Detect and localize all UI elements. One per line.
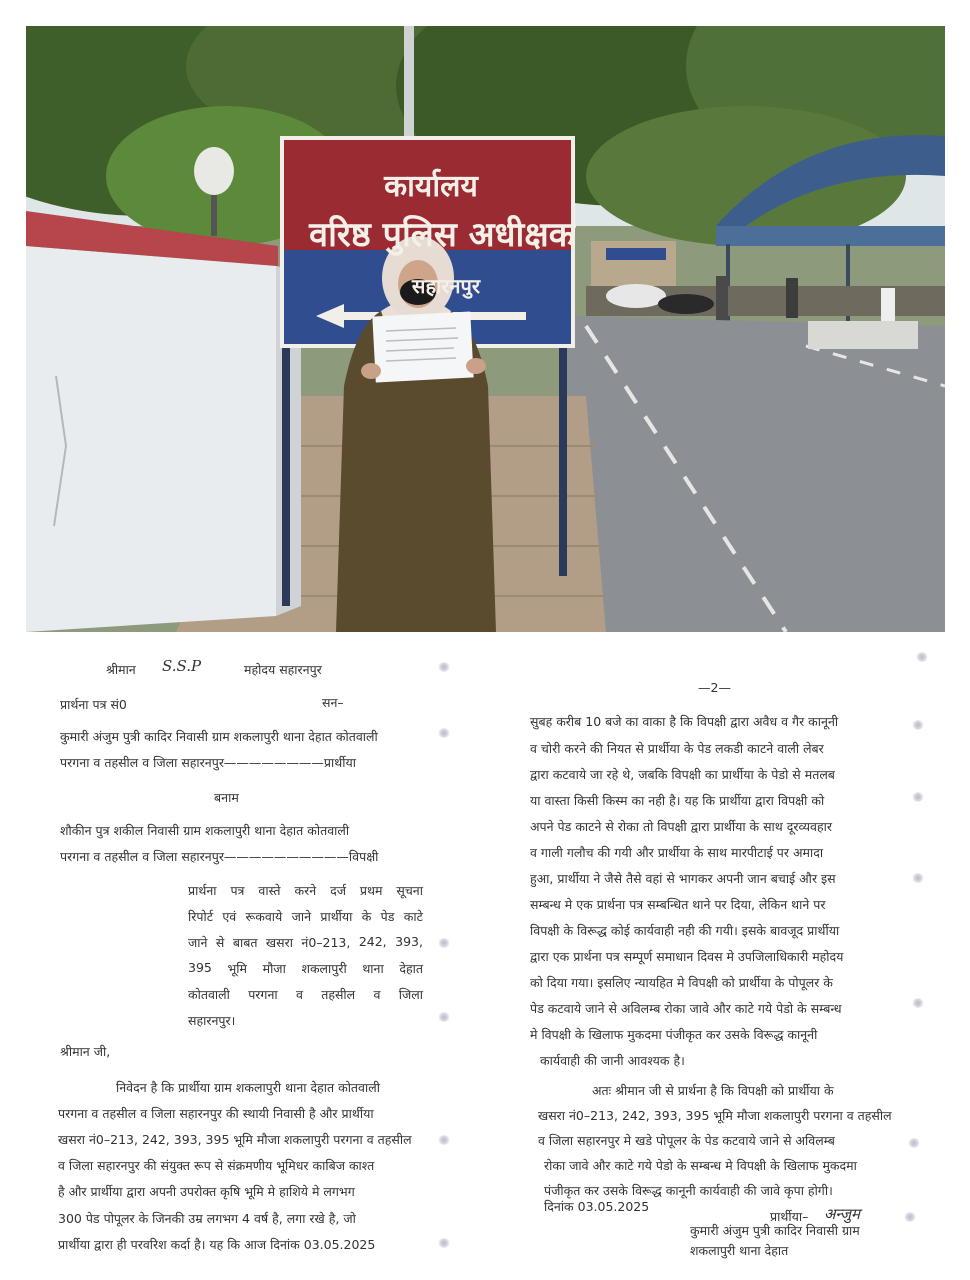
salutation-handwritten: S.S.P [162, 657, 202, 675]
scan-mark [438, 662, 450, 672]
page-number: —2— [698, 680, 731, 695]
greeting: श्रीमान जी, [60, 1044, 111, 1059]
scan-mark [912, 998, 924, 1008]
photo-scene [26, 26, 945, 632]
page2-body-line: अपने पेड काटने से रोका तो विपक्षी द्वारा प्रार्थीया के साथ दूरव्यवहार [530, 819, 832, 834]
applicant-line-1: कुमारी अंजुम पुत्री कादिर निवासी ग्राम शकलापुरी थाना देहात कोतवाली [60, 729, 378, 744]
protest-photo [26, 26, 945, 632]
scan-mark [912, 792, 924, 802]
page2-body-line: विपक्षी के विरूद्ध कोई कार्यवाही नही की गयी। इसके बावजूद प्रार्थीया [530, 923, 840, 938]
page2-body-line: द्वारा कटवाये जा रहे थे, जबकि विपक्षी का प्रार्थीया के पेडो से मतलब [530, 767, 835, 782]
applicant-label: प्रार्थीया– [770, 1209, 809, 1224]
page2-body-line: को दिया गया। इसलिए न्यायहित मे विपक्षी को प्रार्थीया के पोपूलर के [530, 975, 833, 990]
subject-line: प्रार्थना पत्र वास्ते करने दर्ज प्रथम सूचना [188, 883, 423, 898]
subject-line: 395 भूमि मौजा शकलापुरी थाना देहात [188, 960, 423, 976]
signature-block-line-2: शकलापुरी थाना देहात [690, 1243, 789, 1258]
body-line: निवेदन है कि प्रार्थीया ग्राम शकलापुरी थाना देहात कोतवाली [116, 1080, 380, 1095]
opposite-party-line-2: परगना व तहसील व जिला सहारनपुर——————————विपक्षी [60, 849, 379, 864]
scan-mark [912, 720, 924, 730]
page2-body-line: हुआ, प्रार्थीया ने जैसे तैसे वहां से भागकर अपनी जान बचाई और इस [530, 871, 836, 886]
sign-title-ssp: वरिष्ठ पुलिस अधीक्षक [309, 215, 575, 255]
petition-number: प्रार्थना पत्र सं0 [60, 697, 127, 712]
body-line: प्रार्थीया द्वारा ही परवरिश कर्दा है। यह कि आज दिनांक 03.05.2025 [58, 1237, 376, 1252]
page2-body-line: सम्बन्ध मे एक प्रार्थना पत्र सम्बन्धित थाने पर दिया, लेकिन थाने पर [530, 897, 826, 912]
request-line: पंजीकृत कर उसके विरूद्ध कानूनी कार्यवाही की जावे कृपा होगी। [544, 1183, 833, 1198]
scan-mark [438, 938, 450, 948]
sign-title-karyalay: कार्यालय [384, 169, 478, 204]
scan-mark [908, 1138, 920, 1148]
scan-mark [438, 1238, 450, 1248]
request-line: व जिला सहारनपुर मे खडे पोपूलर के पेड कटवाये जाने से अविलम्ब [538, 1133, 835, 1148]
applicant-line-2: परगना व तहसील व जिला सहारनपुर————————प्रार्थीया [60, 755, 356, 770]
body-line: है और प्रार्थीया द्वारा अपनी उपरोक्त कृषि भूमि मे हाशिये मे लगभग [58, 1184, 355, 1199]
body-line: परगना व तहसील व जिला सहारनपुर की स्थायी निवासी है और प्रार्थीया [58, 1106, 374, 1121]
page2-body-line: पेड कटवाये जाने से अविलम्ब रोका जावे और काटे गये पेडो के सम्बन्ध [530, 1001, 842, 1016]
scan-mark [438, 1012, 450, 1022]
page2-body-line: मे विपक्षी के खिलाफ मुकदमा पंजीकृत कर उसके विरूद्ध कानूनी [530, 1027, 818, 1042]
page2-body-line: द्वारा एक प्रार्थना पत्र सम्पूर्ण समाधान दिवस मे उपजिलाधिकारी महोदय [530, 949, 844, 964]
page2-body-line: कार्यवाही की जानी आवश्यक है। [540, 1053, 685, 1068]
request-line: अतः श्रीमान जी से प्रार्थना है कि विपक्षी को प्रार्थीया के [592, 1083, 834, 1098]
signature-block-line-1: कुमारी अंजुम पुत्री कादिर निवासी ग्राम [690, 1223, 860, 1238]
request-line: खसरा नं0–213, 242, 393, 395 भूमि मौजा शकलापुरी परगना व तहसील [538, 1108, 892, 1123]
body-line: 300 पेड पोपूलर के जिनकी उम्र लगभग 4 वर्ष है, लगा रखे है, जो [58, 1211, 356, 1226]
applicant-signature: अन्जुम [824, 1205, 861, 1223]
page2-body-line: या वास्ता किसी किस्म का नही है। यह कि प्रार्थीया द्वारा विपक्षी को [530, 793, 825, 808]
page2-body-line: व चोरी करने की नियत से प्रार्थीया के पेड लकडी काटने वाली लेबर [530, 741, 824, 756]
body-line: खसरा नं0–213, 242, 393, 395 भूमि मौजा शकलापुरी परगना व तहसील [58, 1132, 412, 1147]
scan-mark [916, 652, 928, 662]
subject-line: जाने से बाबत खसरा नं0–213, 242, 393, [188, 934, 423, 950]
scan-mark [904, 1212, 916, 1222]
versus-label: बनाम [214, 790, 239, 805]
opposite-party-line-1: शौकीन पुत्र शकील निवासी ग्राम शकलापुरी थाना देहात कोतवाली [60, 823, 350, 838]
salutation-suffix: महोदय सहारनपुर [244, 662, 322, 677]
petition-year: सन– [322, 695, 344, 710]
sign-title-city: सहारनपुर [411, 274, 481, 298]
document-date: दिनांक 03.05.2025 [544, 1199, 650, 1214]
body-line: व जिला सहारनपुर की संयुक्त रूप से संक्रमणीय भूमिधर काबिज काश्त [58, 1158, 375, 1173]
subject-line: कोतवाली परगना व तहसील व जिला [188, 987, 423, 1002]
subject-line: रिपोर्ट एवं रूकवाये जाने प्रार्थीया के पेड काटे [188, 909, 423, 924]
scan-mark [912, 873, 924, 883]
subject-line: सहारनपुर। [188, 1013, 236, 1028]
scan-mark [438, 1135, 450, 1145]
page2-body-line: व गाली गलौच की गयी और प्रार्थीया के साथ मारपीटाई पर अमादा [530, 845, 824, 860]
salutation-prefix: श्रीमान [106, 662, 136, 677]
scan-mark [438, 728, 450, 738]
request-line: रोका जावे और काटे गये पेडो के सम्बन्ध मे विपक्षी के खिलाफ मुकदमा [544, 1158, 857, 1173]
page2-body-line: सुबह करीब 10 बजे का वाका है कि विपक्षी द्वारा अवैध व गैर कानूनी [530, 714, 839, 729]
